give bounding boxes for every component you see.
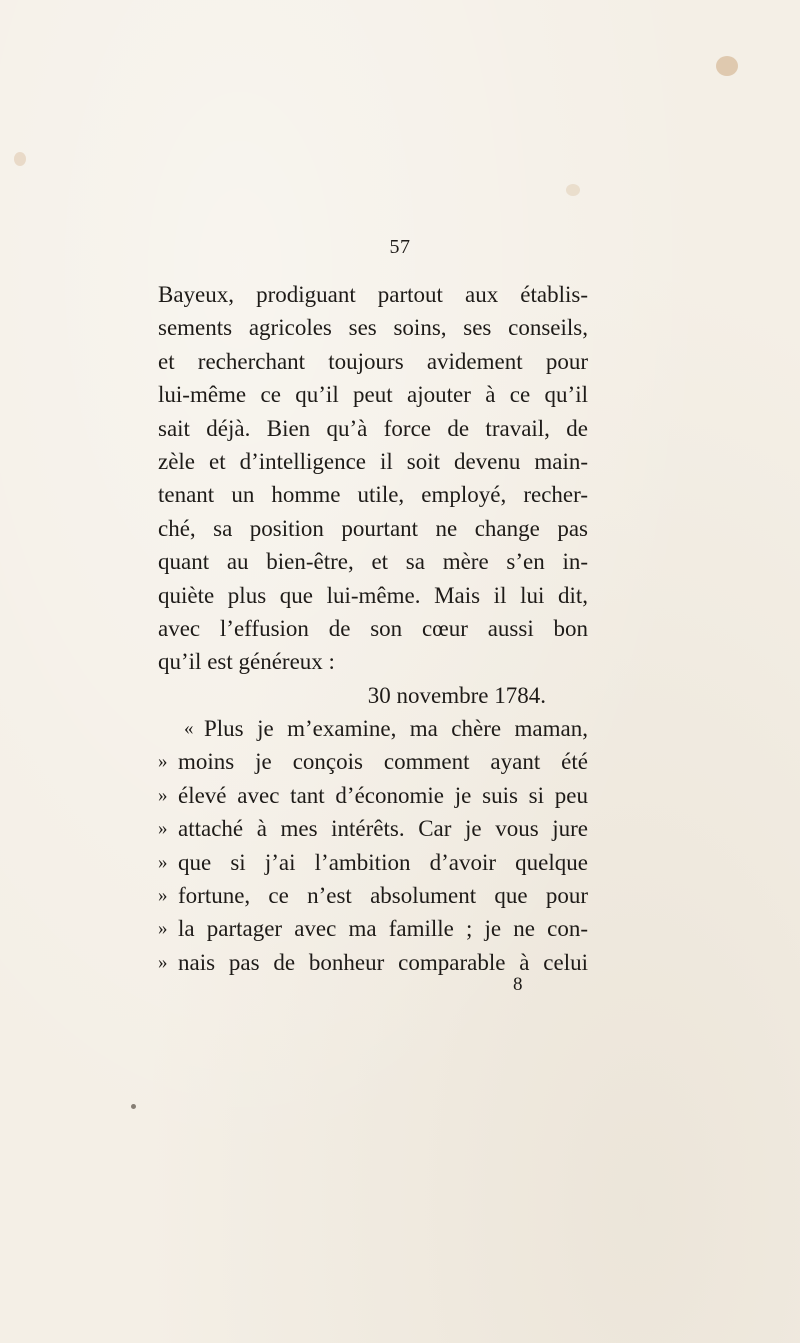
- continuation-guillemet: »: [158, 784, 168, 806]
- continuation-guillemet: »: [158, 751, 168, 773]
- continuation-guillemet: »: [158, 851, 168, 873]
- letter-line: [158, 745, 588, 778]
- letter-text: la partager avec ma famille ; je ne con-: [178, 916, 588, 942]
- letter-line: [158, 846, 588, 879]
- paper-stain: [566, 184, 580, 196]
- text-line-last: qu’il est généreux :: [158, 649, 335, 675]
- letter-text: élevé avec tant d’économie je suis si peu: [178, 782, 588, 808]
- paper-stain: [716, 56, 738, 76]
- signature-mark: 8: [513, 974, 523, 995]
- text-line: ché, sa position pourtant ne change pas: [158, 515, 588, 541]
- text-line: tenant un homme utile, employé, recher-: [158, 482, 588, 508]
- letter-text: que si j’ai l’ambition d’avoir quelque: [178, 849, 588, 875]
- letter-text: Plus je m’examine, ma chère maman,: [204, 716, 588, 742]
- letter-line: [158, 946, 588, 979]
- page-number: 57: [389, 236, 411, 258]
- paper-stain: [14, 152, 26, 166]
- letter-date: 30 novembre 1784.: [367, 682, 546, 708]
- letter-text: fortune, ce n’est absolument que pour: [178, 883, 588, 909]
- text-line: avec l’effusion de son cœur aussi bon: [158, 615, 588, 641]
- text-line: Bayeux, prodiguant partout aux établis-: [158, 282, 588, 307]
- letter-line: [158, 812, 588, 845]
- text-line: et recherchant toujours avidement pour: [158, 348, 588, 374]
- body-text: [158, 278, 588, 979]
- text-line: quant au bien-être, et sa mère s’en in-: [158, 549, 588, 575]
- letter-text: attaché à mes intérêts. Car je vous jure: [178, 816, 588, 842]
- paper-stain: [131, 1104, 136, 1109]
- letter-opening-line: [158, 712, 588, 745]
- continuation-guillemet: »: [158, 818, 168, 840]
- continuation-guillemet: »: [158, 951, 168, 973]
- letter-line: [158, 879, 588, 912]
- letter-text: moins je conçois comment ayant été: [178, 749, 588, 775]
- letter-line: [158, 779, 588, 812]
- opening-guillemet: «: [184, 718, 194, 740]
- text-line: lui-même ce qu’il peut ajouter à ce qu’il: [158, 382, 588, 408]
- text-line: zèle et d’intelligence il soit devenu main-: [158, 448, 588, 474]
- text-line: quiète plus que lui-même. Mais il lui dit,: [158, 582, 588, 608]
- letter-line: [158, 912, 588, 945]
- letter-text: nais pas de bonheur comparable à celui: [178, 949, 588, 975]
- text-line: sait déjà. Bien qu’à force de travail, de: [158, 415, 588, 441]
- text-line: sements agricoles ses soins, ses conseils,: [158, 315, 588, 341]
- continuation-guillemet: »: [158, 885, 168, 907]
- continuation-guillemet: »: [158, 918, 168, 940]
